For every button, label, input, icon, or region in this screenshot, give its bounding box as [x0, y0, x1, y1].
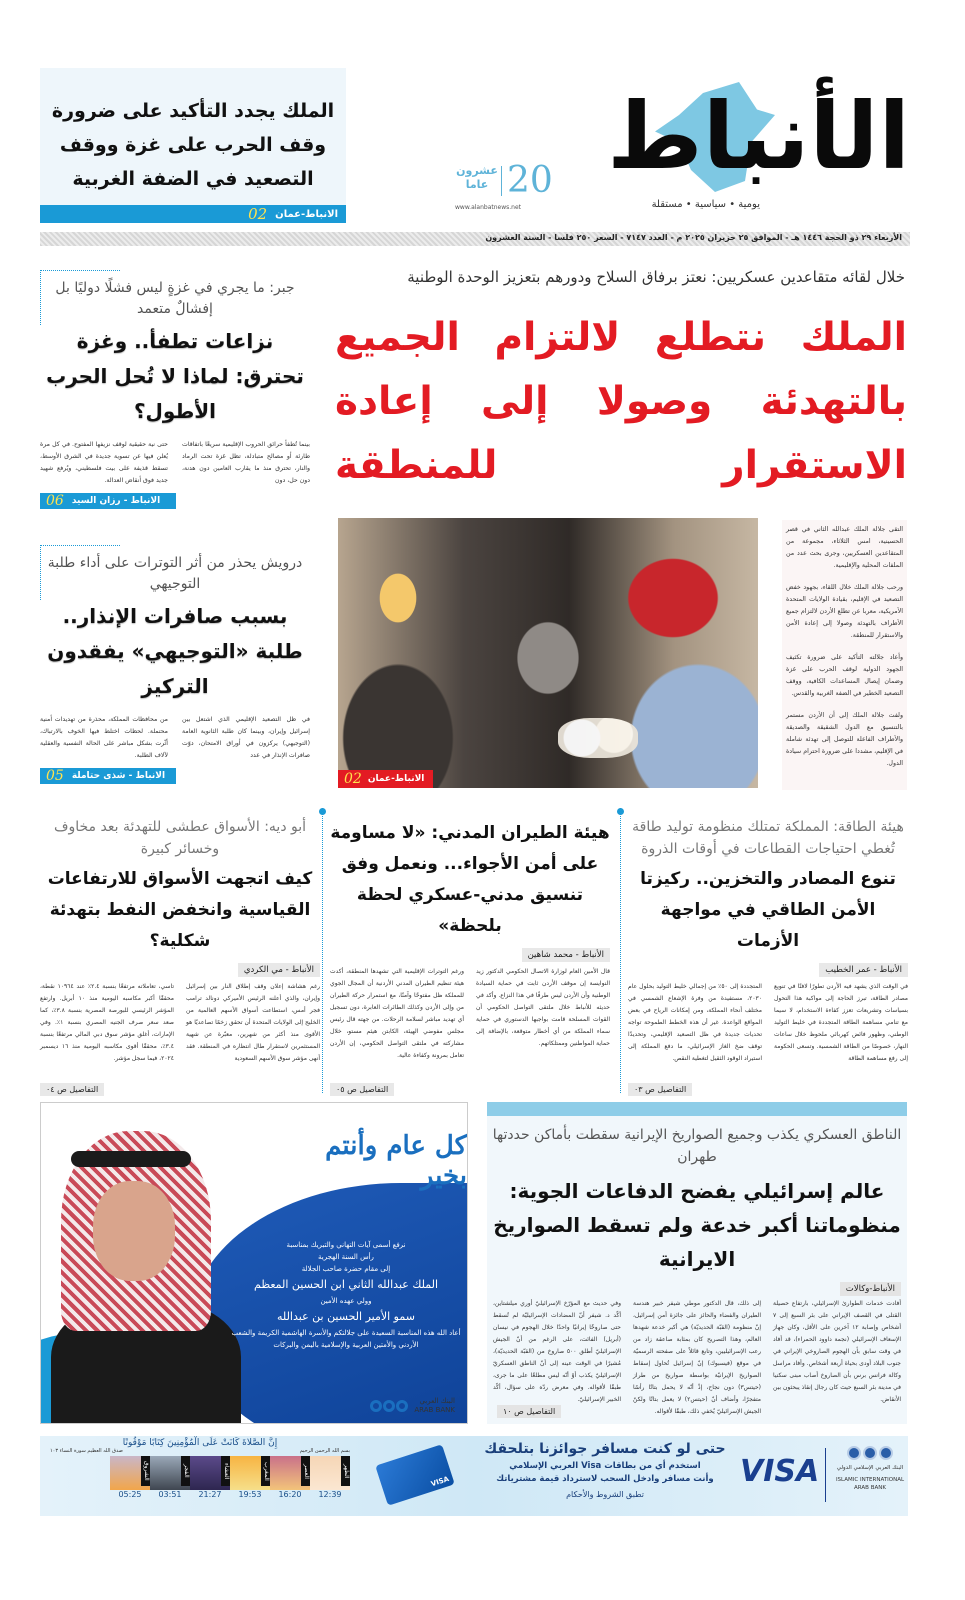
markets-details-link[interactable]: التفاصيل ص ٠٤ [40, 1083, 104, 1096]
promo-title: حتى لو كنت مسافر جوائزنا بتلحقك [484, 1441, 726, 1457]
side-story-byline-strip [40, 768, 176, 784]
side-story-columns [40, 714, 310, 762]
anniversary-number: 20 [507, 160, 553, 201]
anniversary-badge [455, 160, 565, 210]
main-story-body [782, 520, 907, 790]
side-story-tawjihi[interactable] [40, 545, 310, 795]
side-story-page[interactable]: 05 [46, 768, 64, 784]
king-portrait [41, 1131, 241, 1424]
dotted-rule [40, 270, 120, 271]
main-body-paragraph: وأعاد جلالته التأكيد على ضرورة تكثيف الجهود الدولية لوقف الحرب على غزة وضمان إيصال المساعدات الكافية، ووقف التصعيد الخطير في الضفة الغربية والقدس. [786, 654, 903, 697]
aviation-story[interactable] [330, 808, 610, 1098]
anniversary-label-2: عاما [465, 178, 489, 191]
side-story-col: من محافظات المملكة، محذرة من تهديدات أمنية محتملة. لحظات اختلط فيها الخوف بالارتباك، أثّرت بشكل مباشر على الحالة النفسية والعقلية لآلاف الطلبة. [40, 716, 168, 759]
logo-tagline: يومية • سياسية • مستقلة [651, 199, 760, 210]
prayer-tile [310, 1456, 350, 1490]
side-story-columns [40, 439, 310, 487]
main-body-paragraph: ولفت جلالة الملك إلى أن الأردن مستمر بالتنسيق مع الدول الشقيقة والصديقة والأطراف الفاعلة للتوصل إلى تهدئة شاملة في الإقليم، مشددا على ضرورة احترام سيادة الدول. [786, 712, 903, 767]
ad-line: وولي عهده الأمين [320, 1297, 372, 1305]
iran-col: وفي حديث مع المؤرّخ الإسرائيليّ أوري ميلشتاين، أكّد د. شيفر أنّ المضادات الإسرائيليّة لم تُسقط حتى صاروخًا إيرانيًا واحدًا خلال الهجوم في نيسان (أبريل) الفائت، على الرغم من أنّ الجيش الإسرائيليّ أطلق ٥٠٠ صاروخ من (القبّة الحديديّة)، مُشيرًا في الوقت عينه إلى أنّ الناطق العسكريّ الإسرائيليّ يكذب أوْ أنّه ليس مطلعًا على ما جرى، طبقًا لأقواله. وفي معرض ردّه على سؤال، أكّد الخبير الإسرائيليّ. [493, 1300, 621, 1403]
bank-rings-icon [370, 1400, 408, 1412]
basmala: بسم الله الرحمن الرحيم [299, 1448, 350, 1454]
top-teaser-byline-strip [40, 205, 346, 223]
top-teaser[interactable] [40, 68, 346, 223]
main-story-kicker: خلال لقائه متقاعدين عسكريين: نعتز برفاق السلاح ودورهم بتعزيز الوحدة الوطنية [407, 268, 905, 286]
portrait-face [93, 1181, 175, 1281]
energy-headline[interactable]: تنوع المصادر والتخزين.. ركيزتا الأمن الطاقي في مواجهة الأزمات [640, 869, 896, 951]
portrait-agal [71, 1151, 191, 1167]
markets-story[interactable] [40, 808, 320, 1098]
top-teaser-byline: الانباط-عمان [275, 208, 338, 220]
dotted-column-rule [620, 808, 621, 1093]
markets-headline[interactable]: كيف اتجهت الأسواق للارتفاعات القياسية وانخفض النفط بتهدئة شكلية؟ [47, 869, 313, 951]
energy-col: المتجددة إلى ٥٠٪ من إجمالي خليط التوليد بحلول عام ٢٠٣٠، مستفيدة من وفرة الإشعاع الشمسي في مختلف أنحاء المملكة، ومن إمكانات الرياح في بعض المواقع الواعدة. غير أن هذه الخطط الطموحة تواجه تحديات جديدة في ظل التصعيد الإقليمي، وتحديدًا توقف ضخ الغاز الإسرائيلي، ما دفع المملكة إلى استيراد الوقود الثقيل لتغطية النقص. [628, 983, 762, 1062]
iiab-name-en: ISLAMIC INTERNATIONAL ARAB BANK [835, 1477, 905, 1491]
iran-columns [487, 1298, 907, 1418]
markets-byline: الأنباط - مي الكردي [238, 963, 320, 977]
anniversary-divider [501, 166, 502, 196]
prayer-times [50, 1438, 350, 1514]
side-story-col: حتى نية حقيقية لوقف نزيفها المفتوح. في كل مرة يُعلن فيها عن تسوية جديدة في الشرق الأوسط، تسقط قذيفة على بيت فلسطيني، ويُرفع شهيد جديد فوق أنقاض العدالة. [40, 441, 168, 484]
prayer-name: العصر [301, 1456, 310, 1486]
dotted-column-rule [322, 808, 323, 1093]
verse-source: صدق الله العظيم سورة النساء ١٠٣ [50, 1448, 123, 1454]
arab-bank-logo [370, 1397, 455, 1415]
prayer-times-row [50, 1490, 350, 1499]
energy-byline: الأنباط - عمر الخطيب [819, 963, 908, 977]
prayer-name: العشاء [221, 1456, 230, 1486]
ad-line: نرفع أسمى آيات التهاني والتبريك بمناسبة [286, 1241, 406, 1249]
prayer-time: 05:25 [118, 1490, 142, 1499]
side-story-kicker: جبر: ما يجري في غزةٍ ليس فشلًا دوليًا بل إفشالٌ متعمد [55, 280, 295, 317]
prayer-name: الظهر [341, 1456, 350, 1486]
ad-king-name: الملك عبدالله الثاني ابن الحسين المعظم [254, 1278, 438, 1291]
main-story-headline[interactable]: الملك نتطلع لالتزام الجميع بالتهدئة وصولا إلى إعادة الاستقرار للمنطقة [335, 315, 907, 488]
prayer-tiles [50, 1456, 350, 1490]
dotted-rule [40, 545, 41, 600]
dotted-rule [40, 545, 120, 546]
prayer-tile [190, 1456, 230, 1490]
prayer-time: 16:20 [278, 1490, 302, 1499]
ad-message [231, 1239, 461, 1351]
ad-line: رأس السنة الهجرية [318, 1253, 374, 1261]
main-story-photo[interactable] [338, 518, 758, 788]
visa-logo: VISA [740, 1454, 820, 1489]
prayer-tile [270, 1456, 310, 1490]
photo-page[interactable]: 02 [344, 771, 362, 787]
ad-calligraphy: كل عام وأنتم بخير [325, 1131, 467, 1191]
side-story-kicker: درويش يحذر من أثر التوترات على أداء طلبة التوجيهي [47, 555, 303, 592]
dotted-rule [40, 270, 41, 325]
website-url[interactable]: www.alanbatnews.net [455, 204, 522, 211]
dateline-text: الأربعاء ٢٩ ذو الحجة ١٤٤٦ هـ - الموافق ٢٥ حزيران ٢٠٢٥ م - العدد ٧١٤٧ - السعر ٢٥٠ فلسا - السنة العشرون [485, 233, 902, 242]
arab-bank-ad[interactable] [40, 1102, 468, 1424]
prayer-name: الشروق [141, 1456, 150, 1486]
newspaper-logo[interactable] [575, 72, 910, 212]
photo-flowers [558, 718, 638, 758]
side-story-gaza[interactable] [40, 270, 310, 520]
energy-story[interactable] [628, 808, 908, 1098]
promo-terms[interactable]: تطبق الشروط والأحكام [566, 1490, 644, 1499]
ad-crown-prince-name: سمو الأمير الحسين بن عبدالله [277, 1310, 415, 1323]
side-story-headline[interactable]: نزاعات تطفأ.. وغزة تحترق: لماذا لا تُحل الحرب الأطول؟ [46, 329, 304, 423]
iran-missiles-story[interactable] [487, 1102, 907, 1424]
main-body-paragraph: التقى جلالة الملك عبدالله الثاني في قصر الحسينية، امس الثلاثاء، مجموعة من المتقاعدين العسكريين، وجرى بحث عدد من الملفات المحلية والإقليمية. [786, 526, 903, 569]
side-story-byline: الانباط - شذى حتاملة [71, 771, 166, 781]
aviation-col: قال الأمين العام لوزارة الاتصال الحكومي الدكتور زيد النوايسة إن موقف الأردن ثابت في حماية السيادة الوطنية وأن الأردن ليس طرفًا في هذا النزاع. وأكد في حديثه للأنباط خلال ملتقى التواصل الحكومي أن القوات المسلحة قامت بواجبها الدستوري في حماية سماء المملكة من أي أخطار متوقعة، بالإضافة إلى حماية المواطنين وممتلكاتهم. [476, 968, 610, 1047]
prayer-name: الفجر [181, 1456, 190, 1486]
bank-name-ar: البنك العربي [419, 1397, 455, 1405]
iiab-rings-icon [835, 1446, 905, 1460]
main-body-paragraph: ورحب جلالة الملك خلال اللقاء، بجهود خفض التصعيد في الإقليم، بقيادة الولايات المتحدة الأمريكية، معربا عن تطلع الأردن لالتزام جميع الأطراف بالتهدئة وصولا إلى إعادة الأمن والاستقرار للمنطقة. [786, 584, 903, 639]
iran-kicker: الناطق العسكري يكذب وجميع الصواريخ الإيرانية سقطت بأماكن حددتها طهران [492, 1127, 902, 1165]
bank-name-en: ARAB BANK [414, 1406, 455, 1414]
visa-promo [480, 1438, 730, 1499]
prayer-tile [110, 1456, 150, 1490]
side-story-headline[interactable]: بسبب صافرات الإنذار.. طلبة «التوجيهي» يفقدون التركيز [47, 604, 303, 698]
ad-line: أعاد الله هذه المناسبة السعيدة على جلالتكم والأسرة الهاشمية الكريمة والشعب الأردني والأمتين العربية والإسلامية باليمن والبركات [231, 1329, 461, 1349]
iran-top-bar [487, 1102, 907, 1116]
iiab-name-ar: البنك العربي الإسلامي الدولي [836, 1465, 904, 1471]
markets-columns [40, 981, 320, 1065]
prayer-subline [50, 1448, 350, 1454]
prayer-time: 03:51 [158, 1490, 182, 1499]
logo-wordmark: الأنباط [607, 83, 910, 190]
prayer-time: 21:27 [198, 1490, 222, 1499]
iran-byline: الأنباط-وكالات [840, 1282, 901, 1296]
iran-details-link[interactable]: التفاصيل ص ١٠ [497, 1405, 561, 1418]
prayer-time: 19:53 [238, 1490, 262, 1499]
energy-kicker: هيئة الطاقة: المملكة تمتلك منظومة توليد طاقة تُغطي احتياجات القطاعات في أوقات الذروة [632, 819, 904, 857]
side-story-byline-strip [40, 493, 176, 509]
iran-headline[interactable]: عالم إسرائيلي يفضح الدفاعات الجوية: منظوماتنا أكبر خدعة ولم تسقط الصواريخ الايرانية [493, 1179, 901, 1271]
top-teaser-headline[interactable]: الملك يجدد التأكيد على ضرورة وقف الحرب على غزة ووقف التصعيد في الضفة الغربية [51, 100, 335, 190]
side-story-col: في ظل التصعيد الإقليمي الذي اشتعل بين إسرائيل وإيران، وبينما كان طلبة الثانوية العامة (التوجيهي) يركزون في أوراق الامتحان، دوّت صافرات الإنذار في عدد [182, 716, 310, 759]
promo-line: استخدم أي من بطاقات Visa العربي الإسلامي [509, 1461, 701, 1471]
markets-kicker: أبو ديه: الأسواق عطشى للتهدئة بعد مخاوف وخسائر كبيرة [53, 819, 307, 857]
photo-byline: الانباط-عمان [367, 774, 425, 784]
iran-col: إلى ذلك، قال الدكتور موطي شيفر خبير هندسة الطيران والفضاء والحائز على جائزة أمن إسرائيل، إنّ منظومة (القبّة الحديديّة) هي أكبر خدعة شهدها العالم، وهذا التصريح كان بمثابة صاعقة زاد من رعب الإسرائيليين، وتابع قائلاً على صفحته الرسميّة في موقع (فيسبوك) إنّ إسرائيل تُحاول إسقاط الصواريخ الإيرانيّة بواسطة صواريخ من طراز (حيتس٣) دون نجاح، إذْ أنّه لا يحمل بتاتًا رأسًا متفجرًا، وأضاف أنّ (حيتس٢) لا يعمل بتاتًا ولكنّ الجيش الإسرائيليّ يُخفي ذلك، طبقًا لأقواله. [633, 1300, 761, 1415]
side-story-col: بينما تُطفأ حرائق الحروب الإقليمية سريعًا باتفاقات طارئة أو مصالح متبادلة، تظل غزة تحت الرماد والنار، تحترق منذ ما يقارب العامين دون هدنة، دون حل، دون [182, 441, 310, 484]
aviation-columns [330, 966, 610, 1062]
bottom-ad-banner[interactable] [40, 1436, 908, 1516]
aviation-headline[interactable]: هيئة الطيران المدني: «لا مساومة على أمن الأجواء... ونعمل وفق تنسيق مدني-عسكري لحظة بلحظة» [330, 823, 610, 936]
aviation-byline: الأنباط - محمد شاهين [522, 948, 610, 962]
ad-line: إلى مقام حضرة صاحب الجلالة [301, 1265, 391, 1273]
iran-col: أفادت خدمات الطوارئ الإسرائيلي، بارتفاع حصيلة القتلى في القصف الإيراني على بئر السبع إلى ٧ أشخاص وإصابة ١٢ آخرين على الأقل، وكان جهاز الإسعاف الإسرائيلي (نجمة داوود الحمراء)، قد أفاد في وقت سابق بأن الهجوم الصاروخي الإيراني في جنوب البلاد أودى بحياة أربعة أشخاص. وأفاد مراسل وكالة فرانس برس بأن الصاروخ أصاب مبنى سكنيا في مدينة بئر السبع حيث كان رجال إنقاذ يبحثون بين الأنقاض. [773, 1300, 902, 1403]
markets-col: تاسي، تعاملاته مرتفعًا بنسبة ٢.٤٪ عند ١٠٩٦٤ نقطة، محققًا أكبر مكاسبه اليومية منذ ١٠ أبريل. وارتفع المؤشر الرئيسي للبورصة المصرية بنسبة ٣.٨٪، كما صعد سعر صرف الجنيه المصري بنسبة ١٪. وفي الإمارات، أغلق مؤشر سوق دبي المالي مرتفعًا بنسبة ٣.٤٪، محققًا أقوى مكاسبه اليومية منذ ١٦ ديسمبر ٢٠٢٤، فيما سجل مؤشر. [40, 983, 175, 1062]
prayer-time: 12:39 [318, 1490, 342, 1499]
iiab-logo [835, 1446, 905, 1492]
photo-credit [338, 770, 433, 788]
top-teaser-page[interactable]: 02 [248, 205, 268, 223]
side-story-page[interactable]: 06 [46, 493, 64, 509]
energy-columns [628, 981, 908, 1065]
prayer-tile [150, 1456, 190, 1490]
prayer-verse: إِنَّ الصَّلاةَ كَانَتْ عَلَى الْمُؤْمِنِينَ كِتَابًا مَوْقُوتًا [122, 1438, 278, 1448]
bank-logo-text [414, 1397, 455, 1415]
banner-divider [825, 1448, 826, 1502]
dateline-bar [40, 232, 910, 246]
prayer-name: المغرب [261, 1456, 270, 1486]
anniversary-label [455, 164, 499, 192]
promo-line: وأنت مسافر وادخل السحب لاسترداد قيمة مشترياتك [496, 1474, 714, 1484]
visa-card-icon [375, 1444, 455, 1506]
prayer-tile [230, 1456, 270, 1490]
energy-details-link[interactable]: التفاصيل ص ٠٣ [628, 1083, 692, 1096]
energy-col: في الوقت الذي يشهد فيه الأردن تطورًا لافتًا في تنويع مصادر الطاقة، تبرز الحاجة إلى مواكبة هذا التحول بسياسات وتشريعات تعزز كفاءة الاستخدام، لا سيما مع تنامي مساهمة الطاقة المتجددة في خليط التوليد الوطني، وظهور فائض كهربائي ملحوظ خلال ساعات النهار، خصوصًا من الطاقة الشمسية. وتسعى الحكومة إلى رفع مساهمة الطاقة [774, 983, 908, 1062]
anniversary-label-1: عشرون [456, 164, 498, 177]
markets-col: رغم هشاشة إعلان وقف إطلاق النار بين إسرائيل وإيران، والذي أعلنه الرئيس الأميركي دونالد ترامب فجر أمس، استطاعت أسواق الأسهم العالمية من الخليج إلى الولايات المتحدة أن تحقق زخمًا تصاعديًا هو الأقوى منذ أكثر من شهرين، معبّرة عن شهية المستثمرين لاستقرار طال انتظاره في المنطقة. فقد أنهى مؤشر سوق الأسهم السعودية [186, 983, 320, 1062]
side-story-byline: الانباط - رزان السيد [71, 496, 161, 506]
aviation-col: ورغم التوترات الإقليمية التي تشهدها المنطقة، أكدت هيئة تنظيم الطيران المدني الأردنية أن المجال الجوي للمملكة ظل مفتوحًا وآمنًا، مع استمرار حركة الطيران من وإلى الأردن وكذلك الطائرات العابرة، دون تسجيل أي تهديد مباشر لسلامة الرحلات. من جهته قال رئيس مجلس مفوضي الهيئة، الكابتن هيثم مستو، خلال مشاركته في ملتقى التواصل الحكومي، إن الأردن تعامل بمرونة وكفاءة عالية. [330, 968, 464, 1059]
aviation-details-link[interactable]: التفاصيل ص ٠٥ [330, 1083, 394, 1096]
